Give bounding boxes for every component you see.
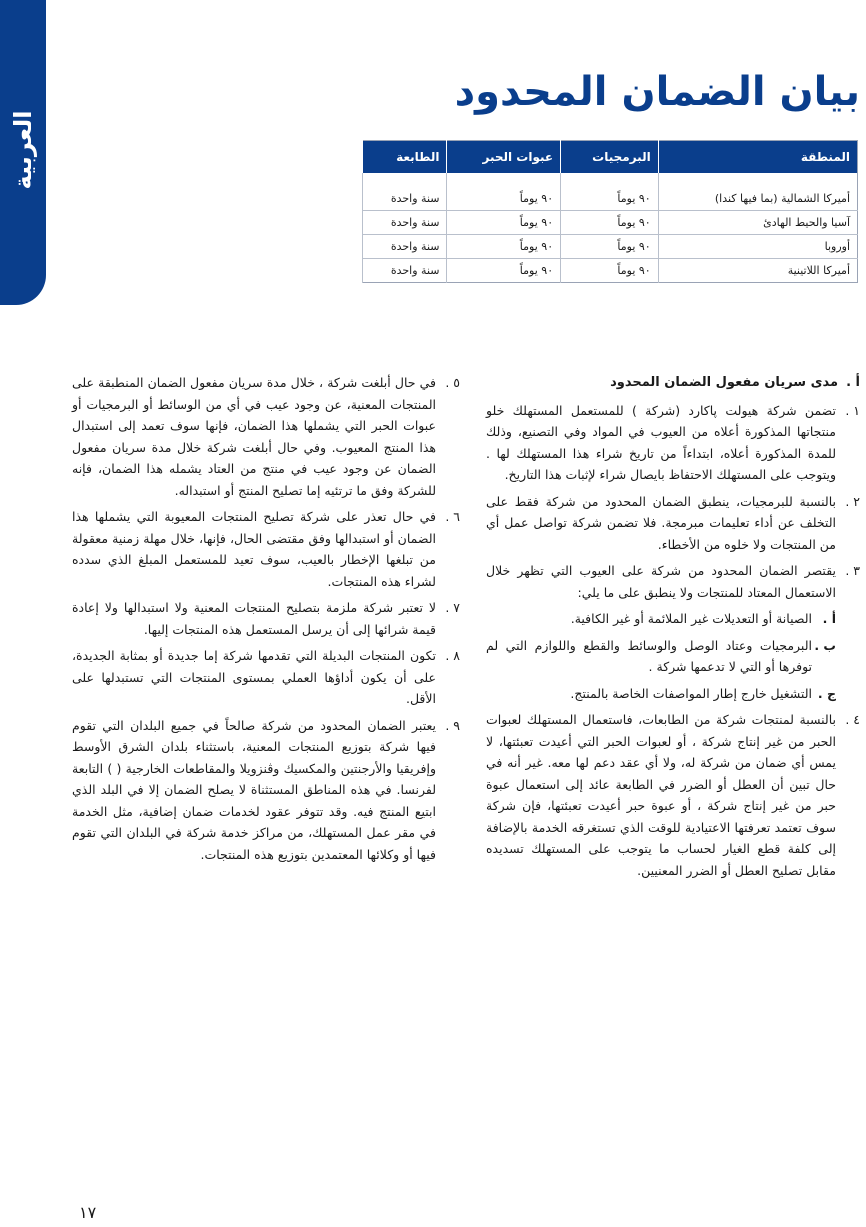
list-item (486, 709, 860, 881)
printer-cell: سنة واحدة (363, 187, 447, 211)
software-cell: ٩٠ يوماً (561, 235, 659, 259)
software-cell: ٩٠ يوماً (561, 187, 659, 211)
region-cell: أوروبا (658, 235, 857, 259)
item-text: في حال أبلغت شركة ، خلال مدة سريان مفعول الضمان المنطبقة على المنتجات المعنية، عن وجود عيب في أي من الوسائط أو البرمجيات أو عبوات الحبر التي يشملها هذا الضمان، فإنها سوف تعمد إلى استبدال هذا المنتج المعيوب. وفي حال أبلغت شركة خلال مدة سريان مفعول الضمان عن وجود عيب في منتج من العتاد يشمله هذا الضمان، فإنه للشركة وفق ما ترتئيه إما تصليح المنتج أو استبداله. (72, 375, 436, 498)
list-item (486, 560, 860, 603)
region-cell: أميركا اللاتينية (658, 259, 857, 283)
sub-item-text: التشغيل خارج إطار المواصفات الخاصة بالمنتج. (570, 685, 812, 701)
item-number: ٦ . (445, 509, 460, 524)
sub-item-letter: ج . (817, 685, 836, 701)
table-row (363, 211, 858, 235)
ink-cell: ٩٠ يوماً (447, 211, 561, 235)
item-number: ٥ . (445, 375, 460, 390)
list-item (72, 506, 460, 592)
sub-item-text: الصيانة أو التعديلات غير الملائمة أو غير الكافية. (570, 611, 812, 626)
printer-cell: سنة واحدة (363, 235, 447, 259)
header-region: المنطقة (658, 141, 857, 174)
list-item (72, 597, 460, 640)
item-number: ٧ . (445, 600, 460, 615)
page-number: ١٧ (79, 1203, 97, 1222)
item-text: بالنسبة للبرمجيات، ينطبق الضمان المحدود من شركة فقط على التخلف عن أداء تعليمات مبرمجة. فلا تضمن شركة تواصل عمل أي من المنتجات ولا خلوه من الأخطاء. (486, 493, 836, 552)
header-ink-cartridges: عبوات الحبر (447, 141, 561, 174)
language-side-tab (0, 0, 46, 305)
ink-cell: ٩٠ يوماً (447, 259, 561, 283)
list-item (486, 400, 860, 486)
printer-cell: سنة واحدة (363, 259, 447, 283)
right-column (486, 372, 860, 886)
list-item (486, 491, 860, 556)
region-cell: آسيا والحيط الهادئ (658, 211, 857, 235)
page-title: بيان الضمان المحدود (454, 69, 860, 115)
ink-cell: ٩٠ يوماً (447, 235, 561, 259)
item-number: ٩ . (445, 717, 460, 733)
sub-item-text: البرمجيات وعتاد الوصل والوسائط والقطع واللوازم التي لم توفرها أو التي لا تدعمها شركة . (486, 637, 812, 674)
region-cell: أميركا الشمالية (بما فيها كندا) (658, 187, 857, 211)
warranty-table (362, 140, 858, 283)
item-text: تكون المنتجات البديلة التي تقدمها شركة إما جديدة أو بمثابة الجديدة، على أن يكون أداؤها العملي بمستوى المنتجات التي تستبدلها على الأقل. (72, 648, 436, 706)
printer-cell: سنة واحدة (363, 211, 447, 235)
sub-list-item (486, 635, 860, 678)
ink-cell: ٩٠ يوماً (447, 187, 561, 211)
table-header-row (363, 141, 858, 174)
section-title: مدى سريان مفعول الضمان المحدود (610, 375, 839, 390)
item-number: ١ . (845, 402, 860, 418)
item-text: يعتبر الضمان المحدود من شركة صالحاً في جميع البلدان التي تقوم فيها شركة بتوزيع المنتجات المعنية، باستثناء بلدان الشرق الأوسط وإفريقيا والأرجنتين والمكسيك وڤنزويلا والمقاطعات الخارجية ( ) التابعة لفرنسا. في هذه المناطق المستثناة لا يصلح الضمان إلا في البلد الذي ابتيع المنتج فيه. وقد تتوفر عقود لخدمات ضمان إضافية، مثل الخدمة في مقر عمل المستهلك، من مراكز خدمة شركة في البلدان التي تقوم فيها أو وكلائها المعتمدين بتوزيع هذه المنتجات. (72, 717, 436, 862)
item-text: بالنسبة لمنتجات شركة من الطابعات، فاستعمال المستهلك لعبوات الحبر من غير إنتاج شركة ، أو لعبوات الحبر التي أعيدت تعبئتها، لا يمس أي ضمان من شركة له، ولا أي عقد دعم لها معه. غير أنه في حال تبين أن العطل أو الضرر في الطابعة عائد إلى استعمال عبوة حبر من غير إنتاج شركة ، أو عبوة حبر أعيدت تعبئتها، فإن شركة سوف تعتمد تعرفتها الاعتيادية للوقت الذي تستغرقه الخدمة بالإضافة إلى كلفة قطع الغيار لحساب ما يتوجب على المستهلك تسديده مقابل تصليح العطل أو الضرر المعنيين. (486, 712, 836, 878)
table-row (363, 259, 858, 283)
item-text: تضمن شركة هيولت پاكارد (شركة ) للمستعمل المستهلك خلو منتجاتها المذكورة أعلاه من العيوب في المواد وفي التصنيع، وذلك للمدة المذكورة أعلاه، ابتداءاً من تاريخ شراء هذا المستهلك لها . ويتوجب على المستهلك الاحتفاظ بايصال شراء لإثبات هذا التاريخ. (486, 402, 836, 482)
list-item (72, 715, 460, 866)
sub-list-item (486, 683, 860, 705)
item-number: ٤ . (845, 712, 860, 727)
table-row (363, 235, 858, 259)
sub-item-letter: ب . (814, 637, 836, 653)
item-number: ٣ . (845, 563, 860, 578)
item-text: لا تعتبر شركة ملزمة بتصليح المنتجات المعنية ولا استبدالها ولا إعادة قيمة شرائها إلى أن يرسل المستعمل هذه المنتجات إليها. (72, 600, 436, 637)
list-item (72, 645, 460, 710)
section-heading (486, 372, 860, 394)
item-number: ٢ . (845, 493, 860, 509)
sub-item-letter: أ . (822, 611, 836, 626)
header-printer: الطابعة (363, 141, 447, 174)
left-column (72, 372, 460, 870)
section-letter: أ . (846, 375, 860, 390)
item-number: ٨ . (445, 648, 460, 663)
item-text: يقتصر الضمان المحدود من شركة على العيوب التي تظهر خلال الاستعمال المعتاد للمنتجات ولا ينطبق على ما يلي: (486, 563, 836, 600)
sub-list-item (486, 608, 860, 630)
item-text: في حال تعذر على شركة تصليح المنتجات المعيوبة التي يشملها هذا الضمان أو استبدالها وفق مقتضى الحال، فإنها، خلال مهلة زمنية معقولة من تبلغها الإخطار بالعيب، سوف تعيد للمستعمل المبلغ الذي سدده لشراء هذه المنتجات. (72, 509, 436, 589)
header-software: البرمجيات (561, 141, 659, 174)
list-item (72, 372, 460, 501)
software-cell: ٩٠ يوماً (561, 259, 659, 283)
software-cell: ٩٠ يوماً (561, 211, 659, 235)
table-row (363, 187, 858, 211)
language-tab-label: العربية (9, 110, 37, 190)
